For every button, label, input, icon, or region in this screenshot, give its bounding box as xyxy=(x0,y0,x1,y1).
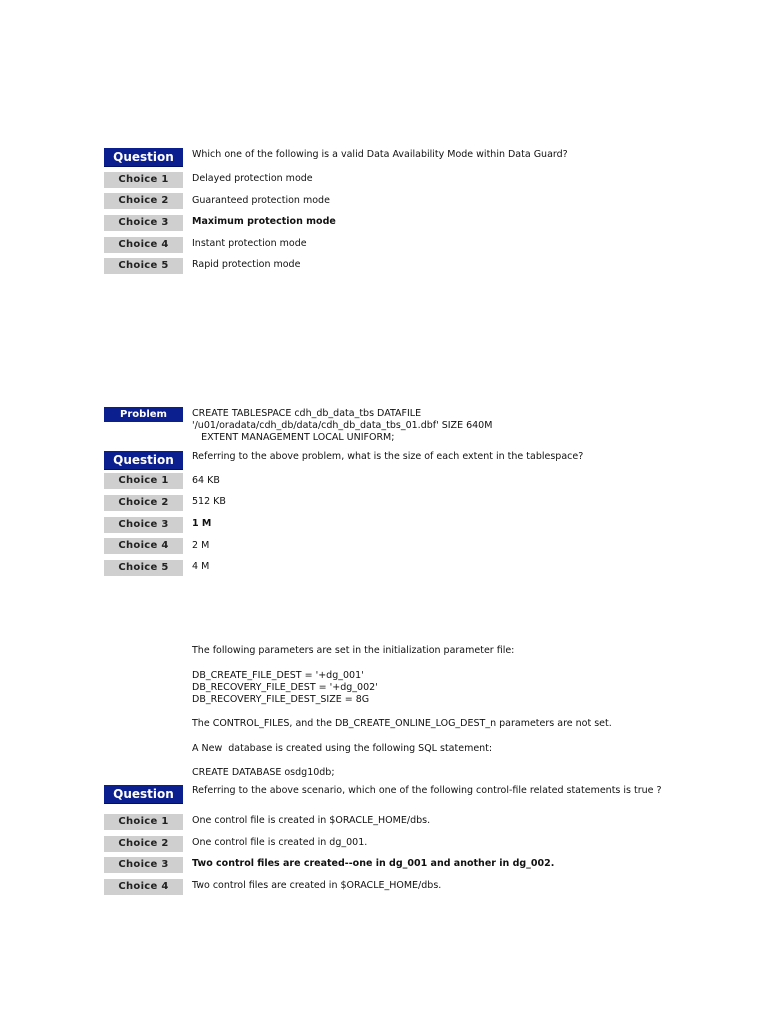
problem-label: Problem xyxy=(104,407,183,422)
choice-label: Choice 1 xyxy=(104,814,183,830)
choice-label: Choice 5 xyxy=(104,258,183,274)
scenario-note: The CONTROL_FILES, and the DB_CREATE_ONLINE_LOG_DEST_n parameters are not set. xyxy=(192,718,612,729)
question-label: Question xyxy=(104,451,183,470)
scenario-param: DB_RECOVERY_FILE_DEST_SIZE = 8G xyxy=(192,694,370,705)
choice-label: Choice 2 xyxy=(104,836,183,852)
choice-text-correct: Two control files are created--one in dg_001 and another in dg_002. xyxy=(192,858,555,869)
choice-text: Delayed protection mode xyxy=(192,173,313,184)
question-label: Question xyxy=(104,148,183,167)
scenario-intro: The following parameters are set in the initialization parameter file: xyxy=(192,645,515,656)
choice-text: 4 M xyxy=(192,561,210,572)
scenario-sql: CREATE DATABASE osdg10db; xyxy=(192,767,335,778)
scenario-param: DB_CREATE_FILE_DEST = '+dg_001' xyxy=(192,670,364,681)
problem-line: CREATE TABLESPACE cdh_db_data_tbs DATAFILE xyxy=(192,408,422,419)
choice-text: Two control files are created in $ORACLE_HOME/dbs. xyxy=(192,880,442,891)
choice-text-correct: Maximum protection mode xyxy=(192,216,336,227)
problem-line: '/u01/oradata/cdh_db/data/cdh_db_data_tbs_01.dbf' SIZE 640M xyxy=(192,420,493,431)
choice-label: Choice 3 xyxy=(104,857,183,873)
scenario-statement-intro: A New database is created using the following SQL statement: xyxy=(192,743,493,754)
choice-label: Choice 1 xyxy=(104,172,183,188)
choice-label: Choice 2 xyxy=(104,193,183,209)
choice-label: Choice 1 xyxy=(104,473,183,489)
choice-label: Choice 5 xyxy=(104,560,183,576)
choice-text-correct: 1 M xyxy=(192,518,212,529)
problem-line: EXTENT MANAGEMENT LOCAL UNIFORM; xyxy=(192,432,395,443)
choice-text: Guaranteed protection mode xyxy=(192,195,330,206)
choice-label: Choice 3 xyxy=(104,215,183,231)
question-text: Referring to the above scenario, which one of the following control-file related statements is true ? xyxy=(192,785,662,796)
choice-text: One control file is created in $ORACLE_HOME/dbs. xyxy=(192,815,431,826)
question-label: Question xyxy=(104,785,183,804)
scenario-param: DB_RECOVERY_FILE_DEST = '+dg_002' xyxy=(192,682,378,693)
choice-text: 512 KB xyxy=(192,496,226,507)
choice-label: Choice 3 xyxy=(104,517,183,533)
choice-text: Instant protection mode xyxy=(192,238,307,249)
question-text: Which one of the following is a valid Data Availability Mode within Data Guard? xyxy=(192,149,568,160)
question-text: Referring to the above problem, what is the size of each extent in the tablespace? xyxy=(192,451,584,462)
choice-text: Rapid protection mode xyxy=(192,259,301,270)
choice-text: One control file is created in dg_001. xyxy=(192,837,368,848)
choice-label: Choice 2 xyxy=(104,495,183,511)
choice-label: Choice 4 xyxy=(104,879,183,895)
choice-text: 2 M xyxy=(192,540,210,551)
choice-text: 64 KB xyxy=(192,475,220,486)
choice-label: Choice 4 xyxy=(104,237,183,253)
choice-label: Choice 4 xyxy=(104,538,183,554)
